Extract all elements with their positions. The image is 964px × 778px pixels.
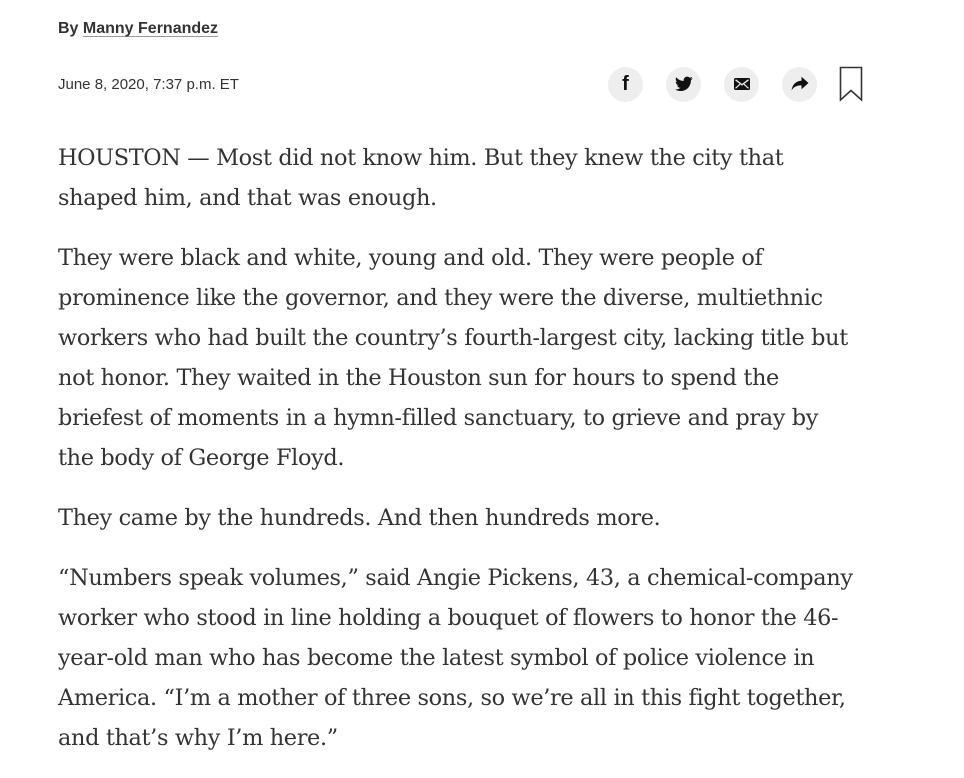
share-arrow-icon [791, 76, 809, 92]
article-paragraph: They were black and white, young and old. They were people of prominence like the governor, and they were the diverse, multiethnic workers who had built the country’s fourth-largest city, lacking title but not honor. They waited in the Houston sun for hours to spend the briefest of moments in a hymn-filled sanctuary, to grieve and pray by the body of George Floyd. [58, 245, 848, 471]
facebook-icon: f [622, 73, 629, 95]
more-share-button[interactable] [782, 67, 817, 102]
bookmark-icon [839, 66, 863, 102]
twitter-icon [675, 76, 693, 92]
facebook-share-button[interactable] [608, 67, 643, 102]
author-link[interactable]: Manny Fernandez [82, 20, 219, 37]
article-body [58, 138, 858, 778]
email-icon [734, 78, 750, 90]
byline-prefix: By [58, 20, 79, 37]
publish-date: June 8, 2020, 7:37 p.m. ET [58, 76, 239, 93]
article-paragraph: They came by the hundreds. And then hundreds more. [58, 505, 661, 531]
email-share-button[interactable] [724, 67, 759, 102]
twitter-share-button[interactable] [666, 67, 701, 102]
share-toolbar [608, 66, 864, 102]
article-paragraph: “Numbers speak volumes,” said Angie Pickens, 43, a chemical-company worker who stood in line holding a bouquet of flowers to honor the 46-year-old man who has become the latest symbol of police violence in America. “I’m a mother of three sons, so we’re all in this fight together, and that’s why I’m here.” [58, 565, 853, 751]
byline [58, 20, 218, 38]
article-paragraph: HOUSTON — Most did not know him. But they knew the city that shaped him, and that was enough. [58, 145, 784, 211]
save-bookmark-button[interactable] [838, 66, 864, 102]
